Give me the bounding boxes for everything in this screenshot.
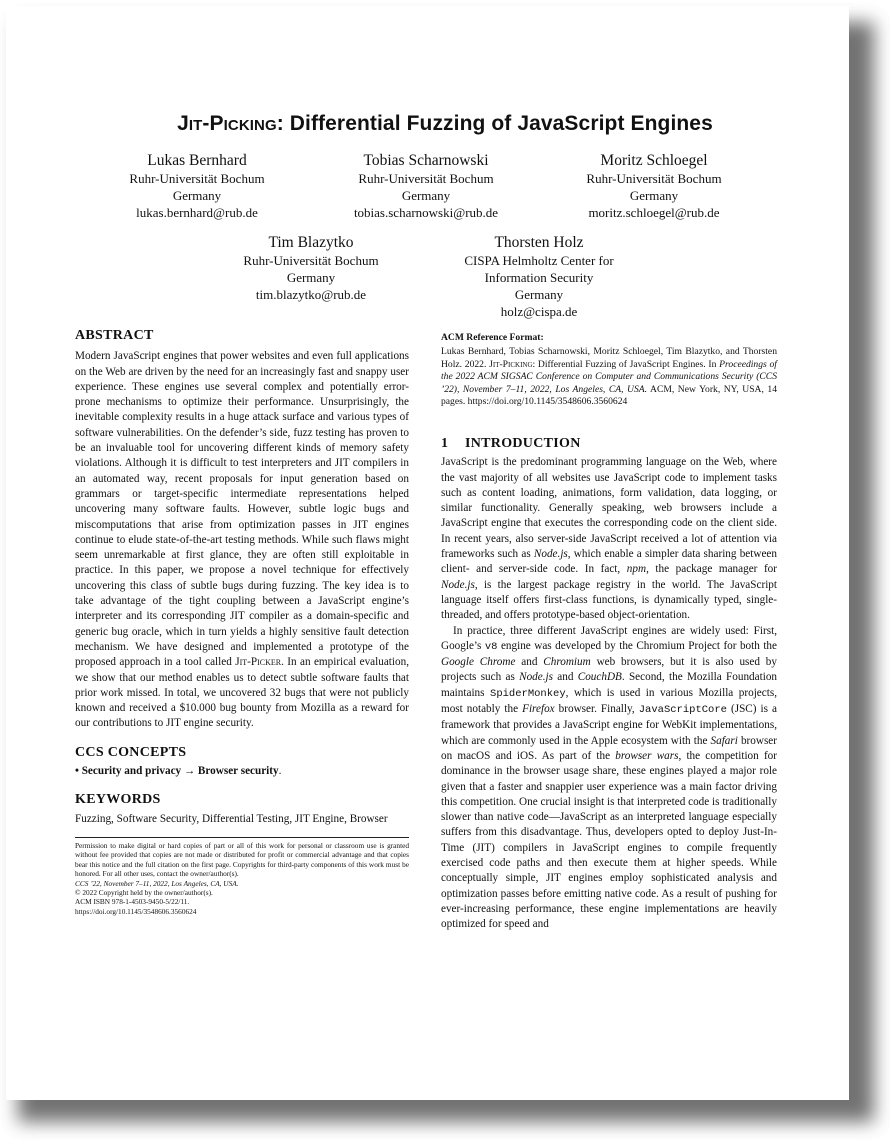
- ccs-period: .: [278, 765, 282, 778]
- abstract-body: [75, 349, 409, 731]
- right-column: [441, 332, 777, 932]
- abstract-text-2: . In an empirical evaluation, we show that our method enables us to detect subtle software faults that prior work missed. In total, we uncovered 32 bugs that were not publicly known and received a $10.000 bug bounty from Mozilla as a reward for our contributions to JIT engine security.: [75, 656, 410, 730]
- author-email: tim.blazytko@rub.de: [255, 287, 367, 302]
- text: web browsers, but it is also used by projects such as: [441, 656, 777, 684]
- text: engine was developed by the Chromium Project for both the: [497, 639, 777, 652]
- author-1: [97, 151, 297, 221]
- author-name: Lukas Bernhard: [147, 152, 247, 169]
- permission-doi: https://doi.org/10.1145/3548606.3560624: [75, 906, 197, 916]
- text: and: [553, 671, 578, 684]
- left-column: [75, 328, 409, 916]
- author-affiliation: CISPA Helmholtz Center for: [464, 253, 614, 268]
- author-name: Moritz Schloegel: [600, 152, 708, 169]
- term-chromium: Chromium: [543, 656, 591, 669]
- author-country: Germany: [514, 287, 564, 302]
- term-firefox: Firefox: [522, 703, 555, 716]
- author-affiliation-2: Information Security: [484, 270, 594, 285]
- ccs-concepts: [75, 764, 409, 779]
- author-email: tobias.scharnowski@rub.de: [353, 205, 499, 220]
- term-safari: Safari: [710, 734, 738, 747]
- acm-ref-proceedings: Proceedings of the 2022 ACM SIGSAC Conference on Computer and Communications Security (CCS ’22), November 7–11, 2022, Los Angeles, CA, USA.: [441, 358, 777, 395]
- author-affiliation: Ruhr-Universität Bochum: [586, 171, 722, 186]
- section-title: INTRODUCTION: [465, 435, 581, 451]
- author-3: [554, 151, 754, 221]
- term-couchdb: CouchDB: [577, 671, 622, 684]
- abstract-text-1: Modern JavaScript engines that power websites and even full applications on the Web are driven by the need for an increasingly fast and snappy user experience. These engines use several complex and potentially error-prone mechanisms to optimize their performance. Unsurprisingly, the inevitable complexity results in a huge attack surface and various types of software vulnerabilities. On the defender’s side, fuzz testing has proven to be an invaluable tool for uncovering different kinds of memory safety violations. Although it is difficult to test interpreters and JIT compilers in an automated way, recent proposals for input generation based on grammars or target-specific intermediate representations helped uncovering many software faults. However, subtle logic bugs and miscomputations that arise from optimization passes in JIT engines continue to elude state-of-the-art testing methods. While such flaws might seem unremarkable at first glance, they are often still exploitable in practice. In this paper, we propose a novel technique for effectively uncovering this class of subtle bugs during fuzzing. The key idea is to take advantage of the tight coupling between a JavaScript engine’s interpreter and its corresponding JIT compiler as a domain-specific and generic bug oracle, which in turn yields a highly sensitive fault detection mechanism. We have designed and implemented a prototype of the proposed approach in a tool called: [75, 350, 409, 669]
- text: JavaScript is the predominant programming language on the Web, where the vast majority of all websites use JavaScript code to implement tasks such as content loading, animations, form validation, data logging, or similar functionality. Generally speaking, web browsers include a JavaScript engine that executes the corresponding code on the client side. In recent years, also server-side JavaScript received a lot of attention via frameworks such as: [441, 456, 777, 561]
- acm-ref-doi: https://doi.org/10.1145/3548606.3560624: [467, 396, 628, 408]
- author-name: Thorsten Holz: [494, 234, 584, 251]
- text: and: [515, 656, 544, 669]
- text: . Second, the Mozilla Foundation maintains: [441, 671, 778, 699]
- author-country: Germany: [172, 188, 222, 203]
- author-country: Germany: [401, 188, 451, 203]
- acm-reference-text: [441, 346, 777, 409]
- author-email: lukas.bernhard@rub.de: [136, 205, 258, 220]
- author-4: [211, 233, 411, 303]
- ccs-heading: CCS CONCEPTS: [75, 744, 187, 760]
- intro-heading: [441, 436, 777, 451]
- author-affiliation: Ruhr-Universität Bochum: [129, 171, 265, 186]
- term-nodejs: Node.js: [441, 578, 475, 591]
- footnote-rule: [75, 837, 409, 838]
- term-nodejs: Node.js: [533, 548, 568, 561]
- text: , which enable a simpler data sharing between client- and server-side code. In fact,: [441, 548, 777, 576]
- term-javascriptcore: JavaScriptCore: [638, 704, 727, 717]
- text: , which is used in various Mozilla projects, most notably the: [441, 686, 777, 716]
- author-country: Germany: [629, 188, 679, 203]
- permission-block: [75, 841, 409, 916]
- term-v8: v8: [484, 640, 498, 653]
- term-nodejs: Node.js: [519, 671, 553, 684]
- abstract-heading: ABSTRACT: [75, 328, 154, 343]
- acm-ref-title: : Differential Fuzzing of JavaScript Engines. In: [532, 358, 717, 370]
- author-5: [439, 233, 639, 320]
- acm-ref-authors: Lukas Bernhard, Tobias Scharnowski, Moritz Schloegel, Tim Blazytko, and Thorsten Holz. 2022.: [441, 346, 777, 370]
- paper-title: [0, 112, 890, 136]
- keywords-text: Fuzzing, Software Security, Differential Testing, JIT Engine, Browser: [75, 812, 388, 825]
- permission-isbn: ACM ISBN 978-1-4503-9450-5/22/11.: [75, 897, 190, 907]
- term-spidermonkey: SpiderMonkey: [490, 687, 566, 700]
- term-browser-wars: browser wars: [615, 749, 679, 762]
- text: , the competition for dominance in the browser usage share, these engines played a major role given that a faster and snappier user experience was a main factor driving this competition. One crucial insight is that interpreted code is traditionally slower than native code—JavaScript as an interpreted language especially suffers from this disadvantage. Thus, developers opted to deploy Just-In-Time (JIT) compilers in JavaScript engines to compile frequently exercised code paths and then execute them at higher speeds. While conceptually simple, JIT engines employ sophisticated analysis and optimization passes before emitting native code. As a result of pushing for ever-increasing performance, these engine implementations are heavily optimized for speed and: [441, 749, 777, 931]
- text: browser on macOS and iOS. As part of the: [441, 734, 778, 762]
- author-name: Tobias Scharnowski: [363, 152, 489, 169]
- section-number: 1: [441, 435, 449, 451]
- acm-ref-tool: Jit-Picking: [489, 358, 533, 370]
- title-rest: : Differential Fuzzing of JavaScript Engines: [276, 112, 713, 135]
- keywords-heading: KEYWORDS: [75, 792, 161, 808]
- acm-reference-label: ACM Reference Format:: [441, 332, 544, 343]
- author-2: [326, 151, 526, 221]
- term-npm: npm: [626, 563, 647, 576]
- abstract-tool-name: Jit-Picker: [235, 656, 282, 669]
- permission-venue: CCS ’22, November 7–11, 2022, Los Angeles, CA, USA.: [75, 878, 239, 888]
- author-email: holz@cispa.de: [500, 304, 578, 319]
- text: In practice, three different JavaScript engines are widely used: First, Google’s: [441, 624, 777, 652]
- permission-text: Permission to make digital or hard copies of part or all of this work for personal or classroom use is granted without fee provided that copies are not made or distributed for profit or commercial advantage and that copies bear this notice and the full citation on the first page. Copyrights for third-party components of this work must be honored. For all other uses, contact the owner/author(s).: [75, 840, 409, 879]
- title-tool-name: Jit-Picking: [177, 112, 277, 135]
- author-email: moritz.schloegel@rub.de: [588, 205, 720, 220]
- acm-ref-publisher: ACM, New York, NY, USA, 14 pages.: [441, 383, 777, 408]
- text: (JSC) is a framework that provides a JavaScript engine for WebKit implementations, which are commonly used in the Apple ecosystem with the: [441, 703, 777, 747]
- text: browser. Finally,: [554, 703, 639, 716]
- author-name: Tim Blazytko: [268, 234, 354, 251]
- ccs-text: • Security and privacy → Browser security: [75, 765, 279, 778]
- intro-paragraph-1: [441, 455, 777, 623]
- term-chrome: Google Chrome: [441, 656, 516, 669]
- author-country: Germany: [286, 270, 336, 285]
- text: , is the largest package registry in the world. The JavaScript language itself offers first-class functions, is dynamically typed, single-threaded, and offers prototype-based object-orientation.: [441, 578, 777, 622]
- author-affiliation: Ruhr-Universität Bochum: [243, 253, 379, 268]
- author-affiliation: Ruhr-Universität Bochum: [358, 171, 494, 186]
- text: , the package manager for: [646, 563, 777, 576]
- permission-copyright: © 2022 Copyright held by the owner/author(s).: [75, 887, 213, 897]
- intro-paragraph-2: [441, 624, 777, 933]
